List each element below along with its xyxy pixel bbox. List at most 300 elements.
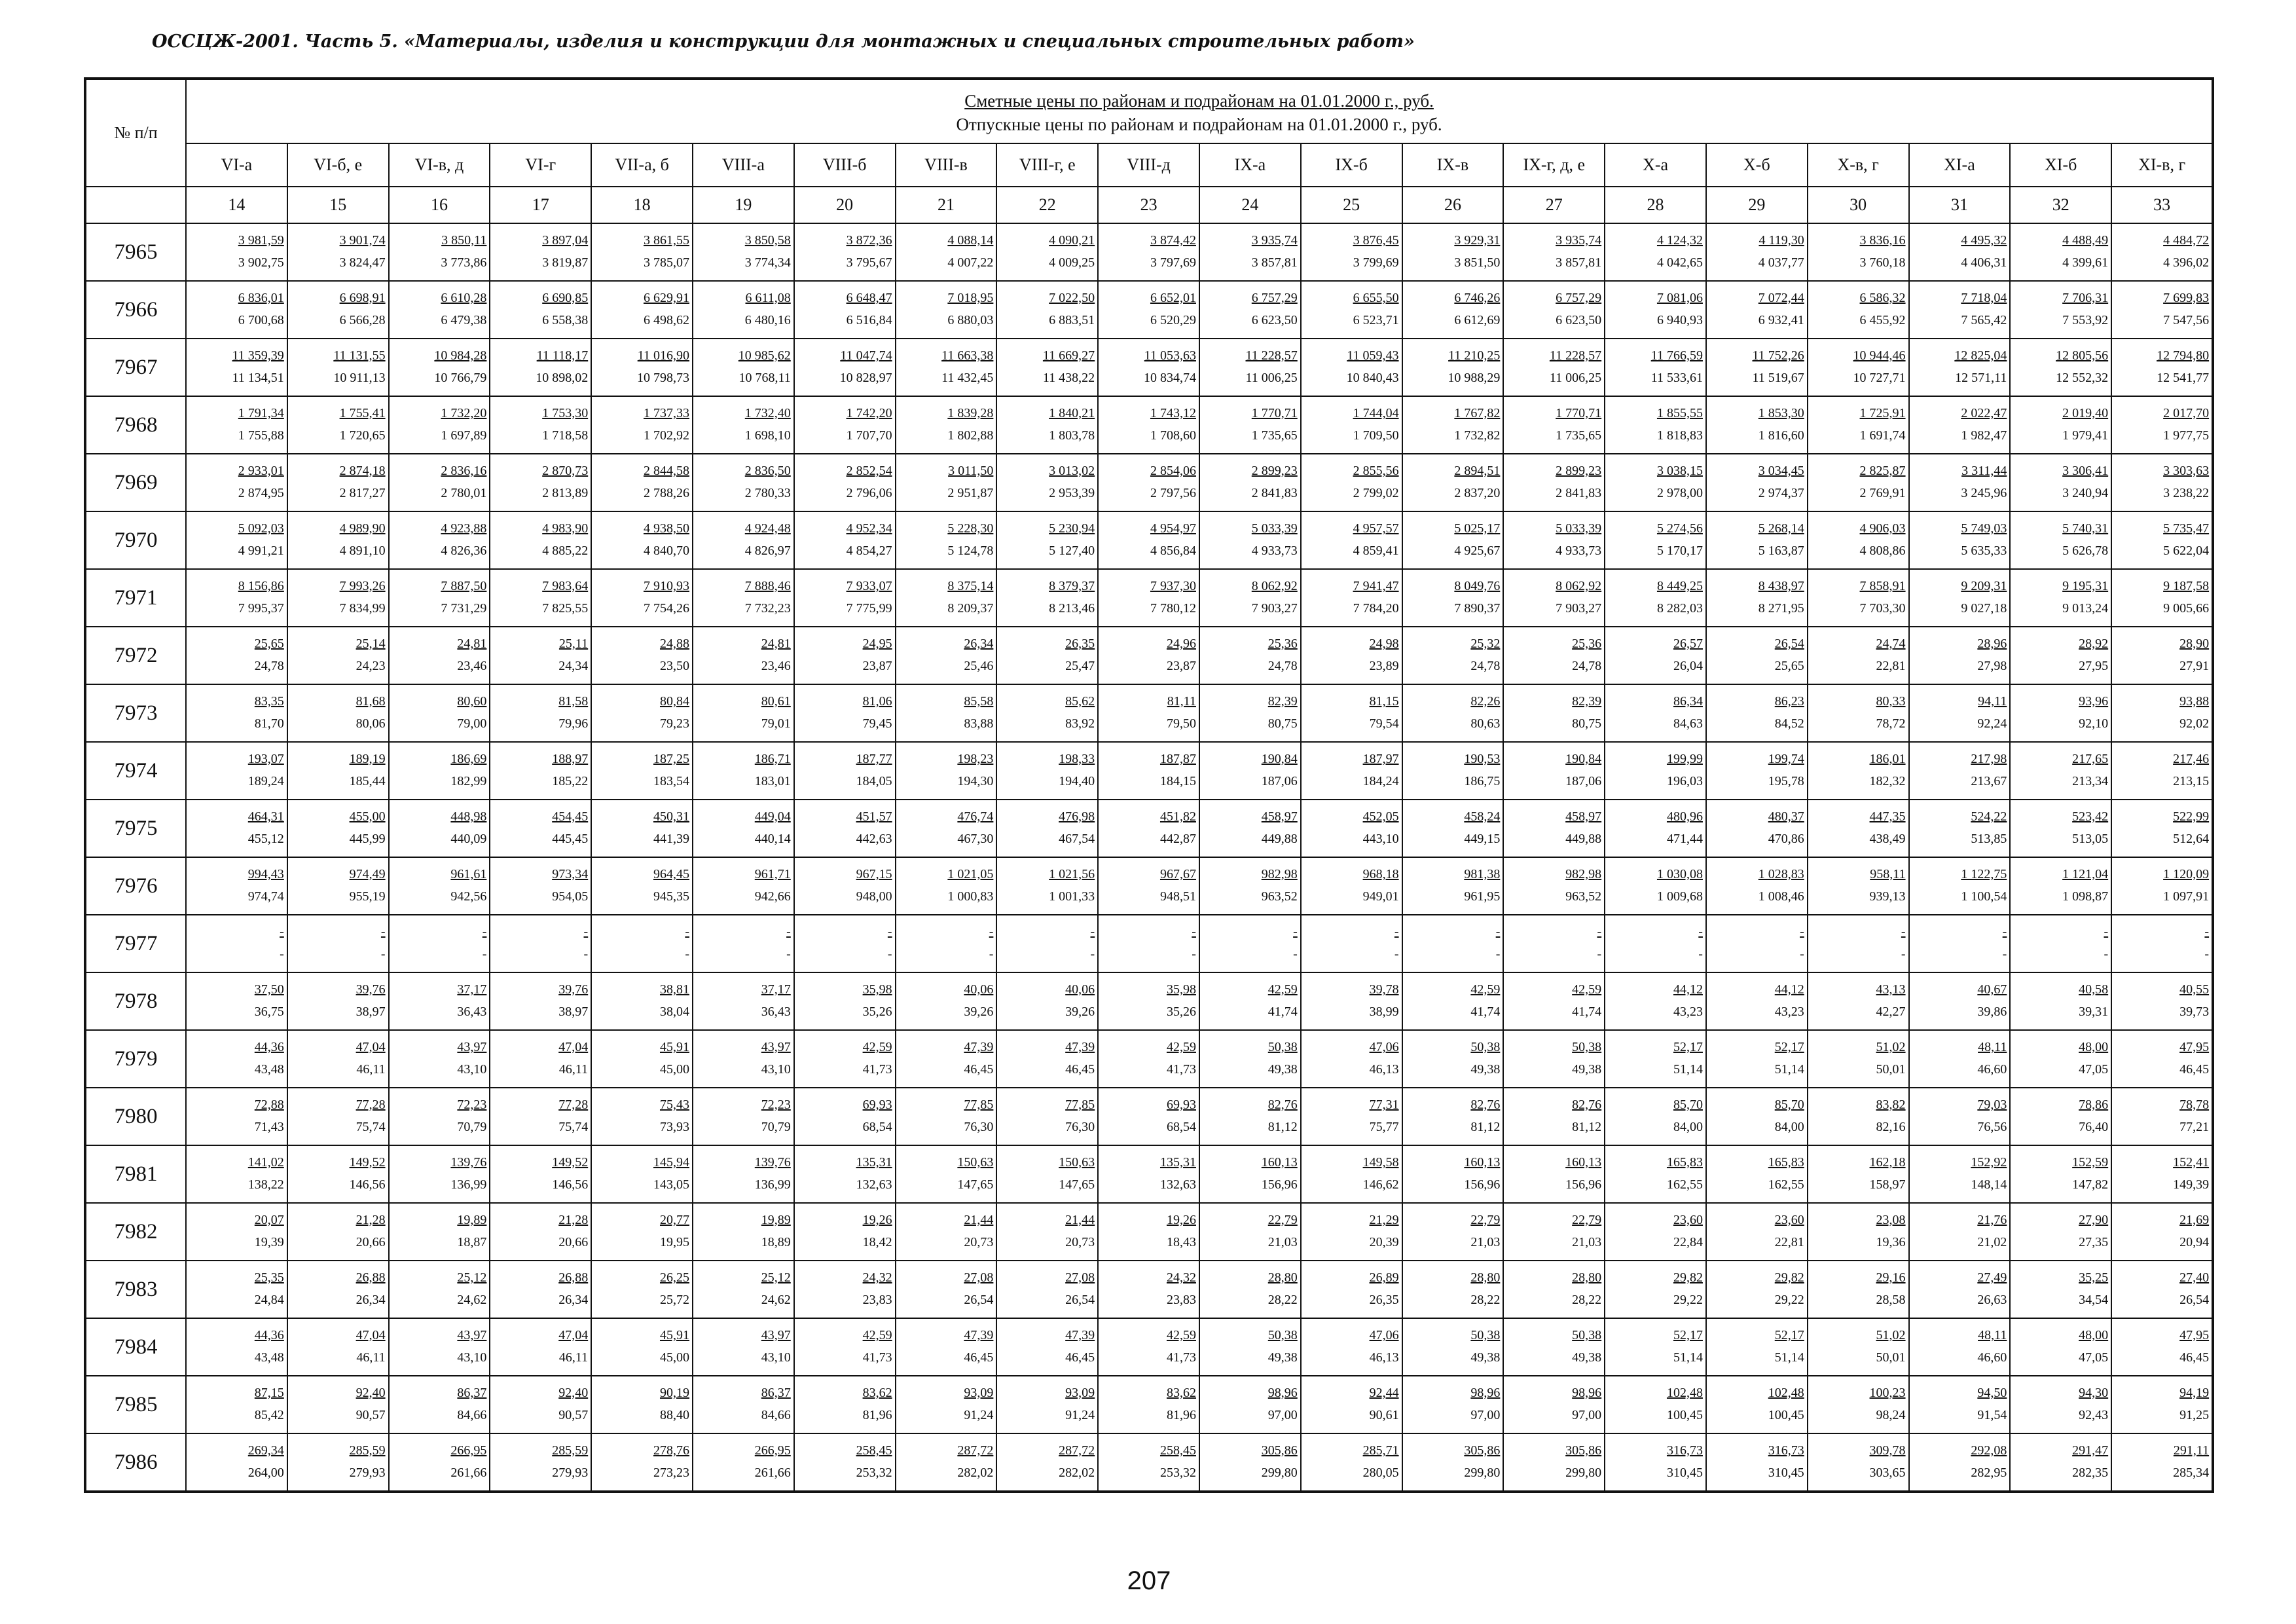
estimate-price: -	[989, 925, 994, 939]
release-price: 6 558,38	[542, 313, 589, 327]
release-price: 187,06	[1565, 774, 1602, 788]
price-cell	[490, 396, 591, 454]
release-price: 29,22	[1673, 1293, 1703, 1307]
estimate-price: 447,35	[1869, 809, 1906, 824]
release-price: 6 880,03	[947, 313, 994, 327]
price-cell	[693, 511, 794, 569]
price-cell	[591, 1318, 693, 1376]
price-cell	[896, 1145, 997, 1203]
estimate-price: 7 706,31	[2062, 291, 2109, 305]
estimate-price: 973,34	[552, 867, 589, 881]
release-price: 84,63	[1673, 716, 1703, 731]
estimate-price: 25,35	[254, 1270, 284, 1285]
estimate-price: 22,79	[1572, 1213, 1602, 1227]
release-price: 149,39	[2173, 1177, 2210, 1192]
release-price: 955,19	[349, 889, 386, 904]
price-cell	[2111, 627, 2213, 684]
release-price: 183,54	[653, 774, 689, 788]
estimate-price: 3 876,45	[1353, 233, 1399, 248]
estimate-price: 458,24	[1464, 809, 1501, 824]
release-price: 26,54	[1065, 1293, 1095, 1307]
price-cell	[1098, 800, 1199, 857]
price-cell	[1909, 223, 2011, 281]
price-cell	[1098, 1261, 1199, 1318]
estimate-price: 198,23	[957, 752, 994, 766]
release-price: 85,42	[254, 1408, 284, 1422]
release-price: 471,44	[1666, 832, 1703, 846]
release-price: 10 727,71	[1853, 371, 1906, 385]
price-cell	[2111, 511, 2213, 569]
release-price: 6 480,16	[744, 313, 791, 327]
price-cell	[1301, 857, 1402, 915]
estimate-price: 2 844,58	[643, 464, 689, 478]
estimate-price: 1 021,56	[1049, 867, 1095, 881]
release-price: 6 516,84	[846, 313, 892, 327]
price-cell	[1605, 454, 1706, 511]
release-price: 43,10	[761, 1350, 791, 1365]
release-price: 23,83	[862, 1293, 892, 1307]
estimate-price: 26,25	[659, 1270, 689, 1285]
release-price: -	[1901, 947, 1906, 961]
price-cell	[1706, 339, 1808, 396]
estimate-price: 3 306,41	[2062, 464, 2109, 478]
release-price: 49,38	[1572, 1062, 1602, 1077]
price-cell	[1706, 569, 1808, 627]
price-cell	[591, 569, 693, 627]
estimate-price: 3 011,50	[948, 464, 994, 478]
estimate-price: 4 088,14	[947, 233, 994, 248]
release-price: 83,88	[964, 716, 994, 731]
estimate-price: 47,39	[964, 1040, 994, 1054]
release-price: 10 834,74	[1143, 371, 1196, 385]
release-price: 184,24	[1362, 774, 1399, 788]
estimate-price: 7 718,04	[1961, 291, 2007, 305]
release-price: 7 775,99	[846, 601, 892, 616]
release-price: 45,00	[659, 1062, 689, 1077]
estimate-price: 2 017,70	[2163, 406, 2210, 420]
price-cell	[490, 857, 591, 915]
price-cell	[1808, 339, 1909, 396]
price-cell	[287, 1088, 389, 1145]
price-cell	[693, 454, 794, 511]
table-row	[85, 857, 2213, 915]
release-price: 46,13	[1369, 1062, 1399, 1077]
release-price: 81,12	[1470, 1120, 1501, 1134]
table-row	[85, 339, 2213, 396]
estimate-price: 92,40	[558, 1386, 589, 1400]
price-cell	[996, 857, 1098, 915]
estimate-price: 480,96	[1666, 809, 1703, 824]
estimate-price: 3 897,04	[542, 233, 589, 248]
estimate-price: 47,39	[1065, 1328, 1095, 1342]
price-cell	[186, 742, 287, 800]
release-price: -	[887, 947, 892, 961]
estimate-price: 9 187,58	[2163, 579, 2210, 593]
release-price: 3 760,18	[1859, 255, 1906, 270]
price-cell	[794, 627, 896, 684]
release-price: 5 622,04	[2163, 544, 2210, 558]
estimate-price: 45,91	[659, 1328, 689, 1342]
release-price: 4 007,22	[947, 255, 994, 270]
estimate-price: 94,50	[1977, 1386, 2007, 1400]
release-price: 49,38	[1470, 1062, 1501, 1077]
estimate-price: 4 938,50	[643, 521, 689, 536]
estimate-price: 6 757,29	[1251, 291, 1298, 305]
estimate-price: 269,34	[247, 1443, 284, 1458]
price-cell	[186, 396, 287, 454]
table-row	[85, 569, 2213, 627]
release-price: 79,45	[862, 716, 892, 731]
price-cell	[1808, 972, 1909, 1030]
price-cell	[1301, 281, 1402, 339]
estimate-price: 78,78	[2179, 1098, 2210, 1112]
release-price: 1 735,65	[1556, 428, 1602, 443]
column-number: 29	[1706, 187, 1808, 223]
estimate-price: 2 852,54	[846, 464, 892, 478]
price-cell	[693, 1261, 794, 1318]
release-price: 2 797,56	[1150, 486, 1196, 500]
estimate-price: 85,58	[964, 694, 994, 709]
price-cell	[287, 684, 389, 742]
estimate-price: 2 899,23	[1251, 464, 1298, 478]
price-cell	[1706, 857, 1808, 915]
release-price: 156,96	[1261, 1177, 1298, 1192]
estimate-price: -	[1698, 925, 1703, 939]
estimate-price: 449,04	[754, 809, 791, 824]
release-price: 24,78	[1470, 659, 1501, 673]
estimate-price: 51,02	[1876, 1328, 1906, 1342]
price-cell	[1909, 972, 2011, 1030]
price-cell	[1301, 396, 1402, 454]
estimate-price: 524,22	[1971, 809, 2007, 824]
estimate-price: 11 359,39	[232, 348, 284, 363]
release-price: 11 432,45	[941, 371, 994, 385]
price-cell	[1808, 1318, 1909, 1376]
price-cell	[1706, 1145, 1808, 1203]
price-cell	[1706, 915, 1808, 972]
price-cell	[896, 511, 997, 569]
release-price: 41,73	[1166, 1350, 1196, 1365]
release-price: 91,24	[1065, 1408, 1095, 1422]
estimate-price: 25,12	[761, 1270, 791, 1285]
release-price: 6 479,38	[441, 313, 487, 327]
estimate-price: -	[2002, 925, 2007, 939]
table-row	[85, 1088, 2213, 1145]
page-number: 207	[1127, 1566, 1171, 1595]
price-cell	[996, 223, 1098, 281]
estimate-price: 82,39	[1572, 694, 1602, 709]
release-price: 45,00	[659, 1350, 689, 1365]
region-header: IX-б	[1301, 143, 1402, 187]
release-price: 12 552,32	[2056, 371, 2109, 385]
price-cell	[1605, 1088, 1706, 1145]
release-price: 38,97	[558, 1005, 589, 1019]
price-cell	[693, 742, 794, 800]
release-price: 50,01	[1876, 1350, 1906, 1365]
estimate-price: 52,17	[1673, 1328, 1703, 1342]
price-cell	[389, 1203, 490, 1261]
estimate-price: 3 034,45	[1758, 464, 1804, 478]
column-number: 23	[1098, 187, 1199, 223]
price-cell	[389, 1261, 490, 1318]
price-cell	[1909, 1030, 2011, 1088]
release-price: 76,30	[964, 1120, 994, 1134]
release-price: 1 000,83	[947, 889, 994, 904]
estimate-price: 4 923,88	[441, 521, 487, 536]
estimate-price: 28,92	[2079, 637, 2109, 651]
release-price: 442,63	[856, 832, 892, 846]
release-price: 7 565,42	[1961, 313, 2007, 327]
release-price: 1 802,88	[947, 428, 994, 443]
estimate-price: 7 858,91	[1859, 579, 1906, 593]
estimate-price: 81,06	[862, 694, 892, 709]
price-cell	[1503, 454, 1605, 511]
estimate-price: 80,33	[1876, 694, 1906, 709]
price-cell	[2010, 1318, 2111, 1376]
estimate-price: 8 156,86	[238, 579, 284, 593]
estimate-price: 77,85	[1065, 1098, 1095, 1112]
column-number: 18	[591, 187, 693, 223]
price-cell	[287, 1261, 389, 1318]
estimate-price: 1 121,04	[2062, 867, 2109, 881]
estimate-price: 454,45	[552, 809, 589, 824]
estimate-price: 190,84	[1261, 752, 1298, 766]
estimate-price: 2 874,18	[339, 464, 386, 478]
estimate-price: 27,40	[2179, 1270, 2210, 1285]
release-price: 279,93	[552, 1466, 589, 1480]
price-cell	[1402, 1318, 1504, 1376]
estimate-price: 11 752,26	[1752, 348, 1804, 363]
release-price: 43,48	[254, 1350, 284, 1365]
release-price: 20,66	[558, 1235, 589, 1249]
price-cell	[996, 800, 1098, 857]
estimate-price: 150,63	[957, 1155, 994, 1170]
estimate-price: 187,25	[653, 752, 689, 766]
release-price: 6 455,92	[1859, 313, 1906, 327]
price-cell	[1909, 1376, 2011, 1433]
estimate-price: 42,59	[1166, 1328, 1196, 1342]
price-cell	[2111, 396, 2213, 454]
price-cell	[2010, 396, 2111, 454]
release-price: 46,11	[558, 1350, 589, 1365]
price-cell	[794, 281, 896, 339]
estimate-price: 11 047,74	[840, 348, 892, 363]
release-price: 1 008,46	[1758, 889, 1804, 904]
price-cell	[1098, 1145, 1199, 1203]
price-cell	[591, 1376, 693, 1433]
price-cell	[1808, 627, 1909, 684]
estimate-price: -	[1293, 925, 1298, 939]
price-cell	[2010, 915, 2111, 972]
price-cell	[1503, 857, 1605, 915]
release-price: 24,62	[761, 1293, 791, 1307]
release-price: 36,75	[254, 1005, 284, 1019]
price-cell	[1503, 339, 1605, 396]
table-row	[85, 281, 2213, 339]
price-cell	[1808, 1030, 1909, 1088]
region-header: IX-г, д, е	[1503, 143, 1605, 187]
region-header: VII-а, б	[591, 143, 693, 187]
price-cell	[2010, 1261, 2111, 1318]
estimate-price: 1 791,34	[238, 406, 284, 420]
release-price: 43,23	[1673, 1005, 1703, 1019]
price-cell	[287, 800, 389, 857]
price-cell	[896, 857, 997, 915]
estimate-price: 1 725,91	[1859, 406, 1906, 420]
release-price: 3 245,96	[1961, 486, 2007, 500]
price-cell	[490, 915, 591, 972]
estimate-price: 6 648,47	[846, 291, 892, 305]
estimate-price: 83,35	[254, 694, 284, 709]
price-cell	[1301, 569, 1402, 627]
release-price: 28,58	[1876, 1293, 1906, 1307]
price-cell	[1402, 339, 1504, 396]
estimate-price: 305,86	[1464, 1443, 1501, 1458]
estimate-price: 3 850,11	[441, 233, 487, 248]
estimate-price: 25,32	[1470, 637, 1501, 651]
price-cell	[1605, 339, 1706, 396]
estimate-price: 3 981,59	[238, 233, 284, 248]
estimate-price: 162,18	[1869, 1155, 1906, 1170]
release-price: 455,12	[247, 832, 284, 846]
release-price: 24,23	[355, 659, 386, 673]
price-cell	[1402, 1088, 1504, 1145]
release-price: 2 978,00	[1656, 486, 1703, 500]
estimate-price: 47,39	[964, 1328, 994, 1342]
release-price: 1 977,75	[2163, 428, 2210, 443]
release-price: 43,23	[1774, 1005, 1804, 1019]
table-row	[85, 915, 2213, 972]
estimate-price: 21,69	[2179, 1213, 2210, 1227]
estimate-price: -	[1090, 925, 1095, 939]
estimate-price: 7 910,93	[643, 579, 689, 593]
release-price: -	[1698, 947, 1703, 961]
price-cell	[1605, 857, 1706, 915]
price-cell	[1402, 396, 1504, 454]
price-cell	[1199, 339, 1301, 396]
estimate-price: 994,43	[247, 867, 284, 881]
estimate-price: 7 887,50	[441, 579, 487, 593]
estimate-price: 198,33	[1059, 752, 1095, 766]
release-price: 80,75	[1572, 716, 1602, 731]
release-price: 147,65	[957, 1177, 994, 1192]
estimate-price: 21,29	[1369, 1213, 1399, 1227]
price-cell	[1909, 281, 2011, 339]
estimate-price: 5 033,39	[1556, 521, 1602, 536]
estimate-price: 287,72	[957, 1443, 994, 1458]
estimate-price: 24,32	[862, 1270, 892, 1285]
estimate-price: 23,60	[1673, 1213, 1703, 1227]
release-price: 213,15	[2173, 774, 2210, 788]
estimate-price: 35,98	[862, 982, 892, 997]
release-price: 282,02	[1059, 1466, 1095, 1480]
release-price: 4 826,97	[744, 544, 791, 558]
estimate-price: 77,28	[558, 1098, 589, 1112]
price-cell	[287, 972, 389, 1030]
release-price: 8 282,03	[1656, 601, 1703, 616]
release-price: 18,87	[457, 1235, 487, 1249]
release-price: 5 626,78	[2062, 544, 2109, 558]
release-price: 43,10	[457, 1062, 487, 1077]
release-price: 7 825,55	[542, 601, 589, 616]
release-price: 440,14	[754, 832, 791, 846]
estimate-price: 40,67	[1977, 982, 2007, 997]
table-row	[85, 742, 2213, 800]
estimate-price: 45,91	[659, 1040, 689, 1054]
estimate-price: 199,99	[1666, 752, 1703, 766]
release-price: 147,82	[2072, 1177, 2109, 1192]
release-price: 51,14	[1774, 1062, 1804, 1077]
estimate-price: 10 944,46	[1853, 348, 1906, 363]
price-cell	[2111, 742, 2213, 800]
table-header-row	[85, 79, 2213, 143]
release-price: 25,46	[964, 659, 994, 673]
release-price: 21,03	[1470, 1235, 1501, 1249]
price-cell	[794, 454, 896, 511]
price-cell	[1808, 1433, 1909, 1492]
estimate-price: 52,17	[1774, 1328, 1804, 1342]
release-price: 186,75	[1464, 774, 1501, 788]
estimate-price: 291,47	[2072, 1443, 2109, 1458]
release-price: 88,40	[659, 1408, 689, 1422]
row-number: 7966	[85, 281, 186, 339]
release-price: 10 988,29	[1448, 371, 1501, 385]
release-price: 28,22	[1267, 1293, 1298, 1307]
estimate-price: 27,49	[1977, 1270, 2007, 1285]
release-price: 6 883,51	[1049, 313, 1095, 327]
release-price: 253,32	[1159, 1466, 1196, 1480]
price-cell	[186, 915, 287, 972]
estimate-price: 187,97	[1362, 752, 1399, 766]
price-cell	[2010, 1145, 2111, 1203]
estimate-price: 316,73	[1666, 1443, 1703, 1458]
price-cell	[2111, 339, 2213, 396]
release-price: 20,94	[2179, 1235, 2210, 1249]
release-price: 2 974,37	[1758, 486, 1804, 500]
price-cell	[1503, 742, 1605, 800]
release-price: -	[1192, 947, 1196, 961]
release-price: 132,63	[856, 1177, 892, 1192]
price-cell	[2111, 454, 2213, 511]
estimate-price: 150,63	[1059, 1155, 1095, 1170]
price-cell	[490, 454, 591, 511]
row-number: 7980	[85, 1088, 186, 1145]
price-cell	[1301, 1145, 1402, 1203]
estimate-price: 25,36	[1267, 637, 1298, 651]
release-price: 184,15	[1159, 774, 1196, 788]
price-cell	[389, 223, 490, 281]
estimate-price: -	[685, 925, 689, 939]
estimate-price: 11 131,55	[333, 348, 386, 363]
release-price: 1 803,78	[1049, 428, 1095, 443]
release-price: 194,40	[1059, 774, 1095, 788]
price-cell	[1098, 742, 1199, 800]
price-cell	[1301, 1433, 1402, 1492]
price-cell	[186, 1318, 287, 1376]
estimate-price: 19,26	[1166, 1213, 1196, 1227]
row-number: 7982	[85, 1203, 186, 1261]
price-cell	[794, 1376, 896, 1433]
estimate-price: 8 062,92	[1251, 579, 1298, 593]
estimate-price: 1 770,71	[1556, 406, 1602, 420]
price-cell	[996, 281, 1098, 339]
price-cell	[1706, 1318, 1808, 1376]
price-cell	[186, 1088, 287, 1145]
price-cell	[591, 800, 693, 857]
price-cell	[1098, 627, 1199, 684]
estimate-price: 458,97	[1261, 809, 1298, 824]
release-price: 84,66	[457, 1408, 487, 1422]
